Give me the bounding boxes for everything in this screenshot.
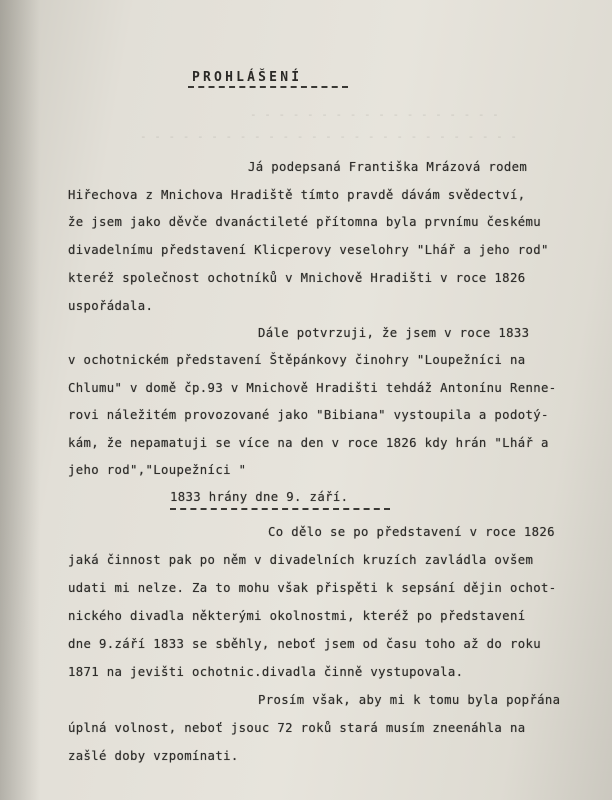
text-line: udati mi nelze. Za to mohu však přispěti k sepsání dějin ochot- xyxy=(68,581,557,595)
text-line: úplná volnost, neboť jsouc 72 roků stará musím zneenáhla na xyxy=(68,721,526,735)
text-line: uspořádala. xyxy=(68,299,154,313)
text-underline xyxy=(170,508,390,510)
text-line: Hiřechova z Mnichova Hradiště tímto pravdě dávám svědectví, xyxy=(68,188,526,202)
text-line: Co dělo se po představení v roce 1826 xyxy=(268,525,555,539)
text-line: zašlé doby vzpomínati. xyxy=(68,749,239,763)
text-line: Prosím však, aby mi k tomu byla popřána xyxy=(258,693,561,707)
text-line: v ochotnickém představení Štěpánkovy činohry "Loupežníci na xyxy=(68,353,526,367)
text-line: divadelnímu představení Klicperovy veselohry "Lhář a jeho rod" xyxy=(68,243,549,257)
text-line: jeho rod","Loupežníci " xyxy=(68,463,247,477)
text-line: 1833 hrány dne 9. září. xyxy=(170,490,349,504)
page-shadow xyxy=(0,0,40,800)
text-line: kteréž společnost ochotníků v Mnichově Hradišti v roce 1826 xyxy=(68,271,526,285)
text-line: Dále potvrzuji, že jsem v roce 1833 xyxy=(258,326,530,340)
title-underline xyxy=(188,86,348,88)
text-line: že jsem jako děvče dvanáctileté přítomna byla prvnímu českému xyxy=(68,215,541,229)
text-line: 1871 na jevišti ochotnic.divadla činně vystupovala. xyxy=(68,665,464,679)
document-title: PROHLÁŠENÍ xyxy=(192,70,303,85)
text-line: dne 9.září 1833 se sběhly, neboť jsem od času toho až do roku xyxy=(68,637,541,651)
text-line: kám, že nepamatuji se více na den v roce 1826 kdy hrán "Lhář a xyxy=(68,436,549,450)
text-line: nického divadla některými okolnostmi, kteréž po představení xyxy=(68,609,526,623)
show-through-text: - - - - - - - - - - - - - - - - - - xyxy=(250,108,500,121)
text-line: Chlumu" v domě čp.93 v Mnichově Hradišti tehdáž Antonínu Renne- xyxy=(68,381,557,395)
text-line: rovi náležitém provozované jako "Bibiana" vystoupila a podotý- xyxy=(68,408,549,422)
show-through-text: - - - - - - - - - - - - - - - - - - - - - - - - - - - xyxy=(140,130,518,143)
text-line: Já podepsaná Františka Mrázová rodem xyxy=(248,160,528,174)
text-line: jaká činnost pak po něm v divadelních kruzích zavládla ovšem xyxy=(68,553,534,567)
